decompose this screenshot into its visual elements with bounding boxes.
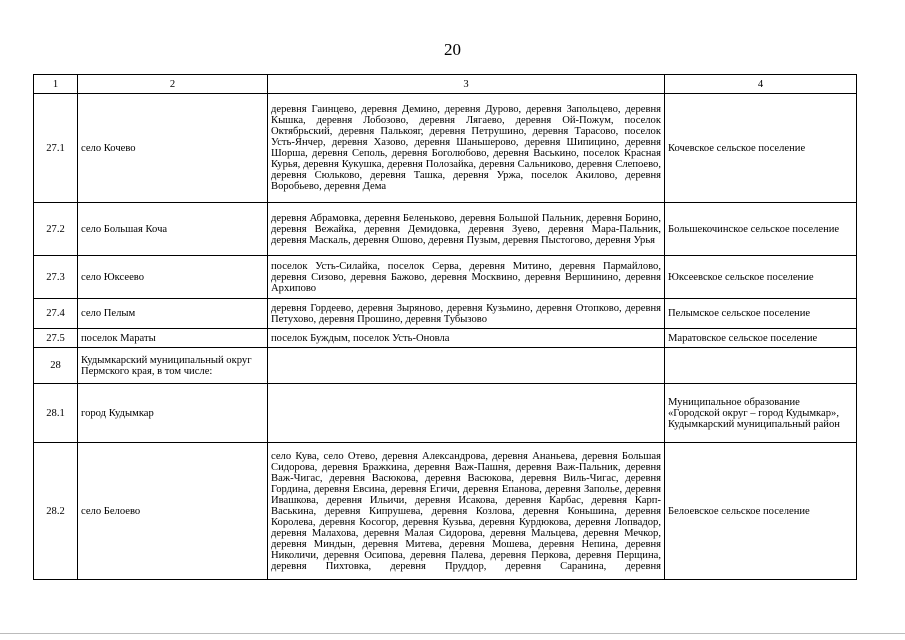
row-number: 27.2 [34,203,78,256]
row-name: село Кочево [78,94,268,203]
table-row [34,256,857,299]
row-name: село Юксеево [78,256,268,299]
row-municipality: Муниципальное образование «Городской округ – город Кудымкар», Кудымкарский муниципальный район [665,384,857,443]
row-name: село Большая Коча [78,203,268,256]
row-municipality: Белоевское сельское поселение [665,443,857,580]
row-municipality: Кочевское сельское поселение [665,94,857,203]
row-name: село Пелым [78,299,268,329]
row-settlements: деревня Абрамовка, деревня Беленьково, деревня Большой Пальник, деревня Борино, деревня Вежайка, деревня Демидовка, деревня Зуево, деревня Мара-Пальник, деревня Маскаль, деревня Ошово, деревня Пузым, деревня Пыстогово, деревня Урья [268,203,665,256]
row-number: 28.2 [34,443,78,580]
page-edge-line [0,633,905,634]
row-settlements [268,348,665,384]
row-settlements: деревня Гаинцево, деревня Демино, деревня Дурово, деревня Запольцево, деревня Кышка, деревня Лобозово, деревня Лягаево, деревня Ой-Пожум, поселок Октябрьский, деревня Палькояг, деревня Петрушино, деревня Тарасово, поселок Усть-Янчер, деревня Хазово, деревня Шаньшерово, деревня Шипицино, деревня Шорша, деревня Сеполь, деревня Боголюбово, деревня Васькино, поселок Красная Курья, деревня Кукушка, деревня Полозайка, деревня Сальниково, деревня Слепоево, деревня Сюльково, деревня Ташка, деревня Уржа, поселок Акилово, деревня Воробьево, деревня Дема [268,94,665,203]
row-name: поселок Мараты [78,329,268,348]
settlements-table [33,74,857,580]
row-name: село Белоево [78,443,268,580]
table-row [34,348,857,384]
row-municipality: Большекочинское сельское поселение [665,203,857,256]
row-settlements: поселок Буждым, поселок Усть-Оновла [268,329,665,348]
row-settlements [268,384,665,443]
row-municipality [665,348,857,384]
row-number: 27.4 [34,299,78,329]
table-row [34,94,857,203]
row-number: 28 [34,348,78,384]
table-row [34,299,857,329]
row-number: 27.5 [34,329,78,348]
row-name: город Кудымкар [78,384,268,443]
row-number: 28.1 [34,384,78,443]
row-number: 27.3 [34,256,78,299]
table-row [34,203,857,256]
row-settlements: деревня Гордеево, деревня Зыряново, деревня Кузьмино, деревня Отопково, деревня Петухово, деревня Прошино, деревня Тубызово [268,299,665,329]
row-number: 27.1 [34,94,78,203]
table-row [34,329,857,348]
row-municipality: Пелымское сельское поселение [665,299,857,329]
header-col-4: 4 [665,75,857,94]
row-settlements: поселок Усть-Силайка, поселок Серва, деревня Митино, деревня Пармайлово, деревня Сизово, деревня Бажово, деревня Москвино, деревня Вершинино, деревня Архипово [268,256,665,299]
row-name: Кудымкарский муниципальный округ Пермского края, в том числе: [78,348,268,384]
header-col-2: 2 [78,75,268,94]
row-municipality: Маратовское сельское поселение [665,329,857,348]
page-number: 20 [444,40,461,59]
row-settlements: село Кува, село Отево, деревня Александрова, деревня Ананьева, деревня Большая Сидорова, деревня Бражкина, деревня Важ-Пашня, деревня Важ-Пальник, деревня Важ-Чигас, деревня Васюкова, деревня Васюкова, деревня Виль-Чигас, деревня Гордина, деревня Евсина, деревня Егичи, деревня Епанова, деревня Заполье, деревня Ивашкова, деревня Ильичи, деревня Исакова, деревня Карбас, деревня Карп-Васькина, деревня Кипрушева, деревня Козлова, деревня Коньшина, деревня Королева, деревня Косогор, деревня Кузьва, деревня Курдюкова, деревня Лопвадор, деревня Малахова, деревня Малая Сидорова, деревня Мальцева, деревня Мечкор, деревня Миндын, деревня Митева, деревня Мошева, деревня Непина, деревня Николичи, деревня Осипова, деревня Палева, деревня Перкова, деревня Перщина, деревня Пихтовка, деревня Пруддор, деревня Саранина, деревня [268,443,665,580]
header-col-1: 1 [34,75,78,94]
table-header-row [34,75,857,94]
table-row [34,443,857,580]
row-municipality: Юксеевское сельское поселение [665,256,857,299]
header-col-3: 3 [268,75,665,94]
table-row [34,384,857,443]
